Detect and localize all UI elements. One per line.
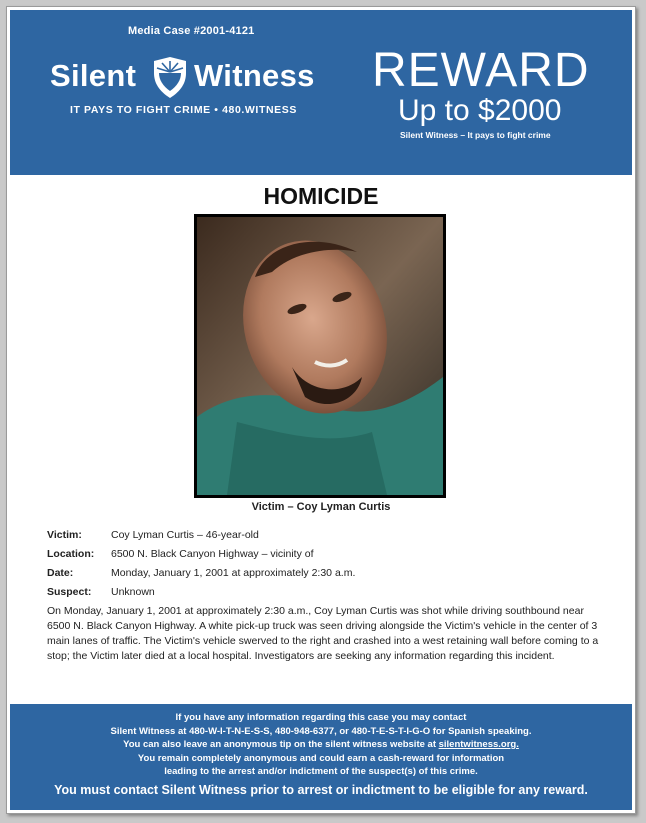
flyer-page	[6, 6, 636, 814]
photo-caption: Victim – Coy Lyman Curtis	[251, 501, 391, 513]
detail-value: Monday, January 1, 2001 at approximately 2:30 a.m.	[111, 567, 356, 579]
reward-heading: REWARD	[372, 44, 590, 97]
shield-sunburst-icon	[151, 55, 189, 99]
page-title: HOMICIDE	[263, 183, 379, 209]
logo-text-witness: Witness	[194, 58, 315, 93]
detail-label: Location:	[47, 548, 95, 560]
detail-label: Victim:	[47, 529, 82, 541]
logo-text-silent: Silent	[50, 58, 137, 93]
detail-label: Suspect:	[47, 586, 92, 598]
header-banner	[10, 10, 632, 175]
victim-portrait-image	[197, 217, 443, 495]
detail-value: Coy Lyman Curtis – 46-year-old	[111, 529, 259, 541]
logo-tagline: IT PAYS TO FIGHT CRIME • 480.WITNESS	[70, 104, 297, 116]
footer-line-5: leading to the arrest and/or indictment of the suspect(s) of this crime.	[164, 766, 478, 777]
media-case-number: Media Case #2001-4121	[128, 25, 255, 37]
footer-line-1: If you have any information regarding this case you may contact	[175, 712, 467, 723]
footer-line-2: Silent Witness at 480-W-I-T-N-E-S-S, 480-948-6377, or 480-T-E-S-T-I-G-O for Spanish speaking.	[110, 725, 532, 737]
case-narrative: On Monday, January 1, 2001 at approximately 2:30 a.m., Coy Lyman Curtis was shot while driving southbound near 6500 N. Black Canyon Highway. A white pick-up truck was seen driving alongside the Victim's vehicle in the center of 3 main lanes of traffic. The Victim's vehicle swerved to the right and crashed into a west retaining wall before coming to a stop; the Victim later died at a local hospital. Investigators are seeking any information regarding this incident.	[47, 605, 599, 662]
footer-line-4: You remain completely anonymous and could earn a cash-reward for information	[137, 752, 505, 764]
reward-amount: Up to $2000	[398, 94, 562, 127]
reward-eligibility-notice: You must contact Silent Witness prior to arrest or indictment to be eligible for any reward.	[54, 782, 588, 797]
detail-value: Unknown	[111, 586, 155, 598]
victim-photo	[194, 214, 446, 498]
reward-subtitle: Silent Witness – It pays to fight crime	[400, 130, 551, 140]
detail-label: Date:	[47, 567, 74, 579]
website-link[interactable]: silentwitness.org.	[438, 739, 519, 750]
footer-banner	[10, 704, 632, 810]
footer-line-3-text: You can also leave an anonymous tip on the silent witness website at	[123, 739, 439, 750]
detail-value: 6500 N. Black Canyon Highway – vicinity of	[111, 548, 314, 560]
footer-line-3	[10, 738, 632, 752]
